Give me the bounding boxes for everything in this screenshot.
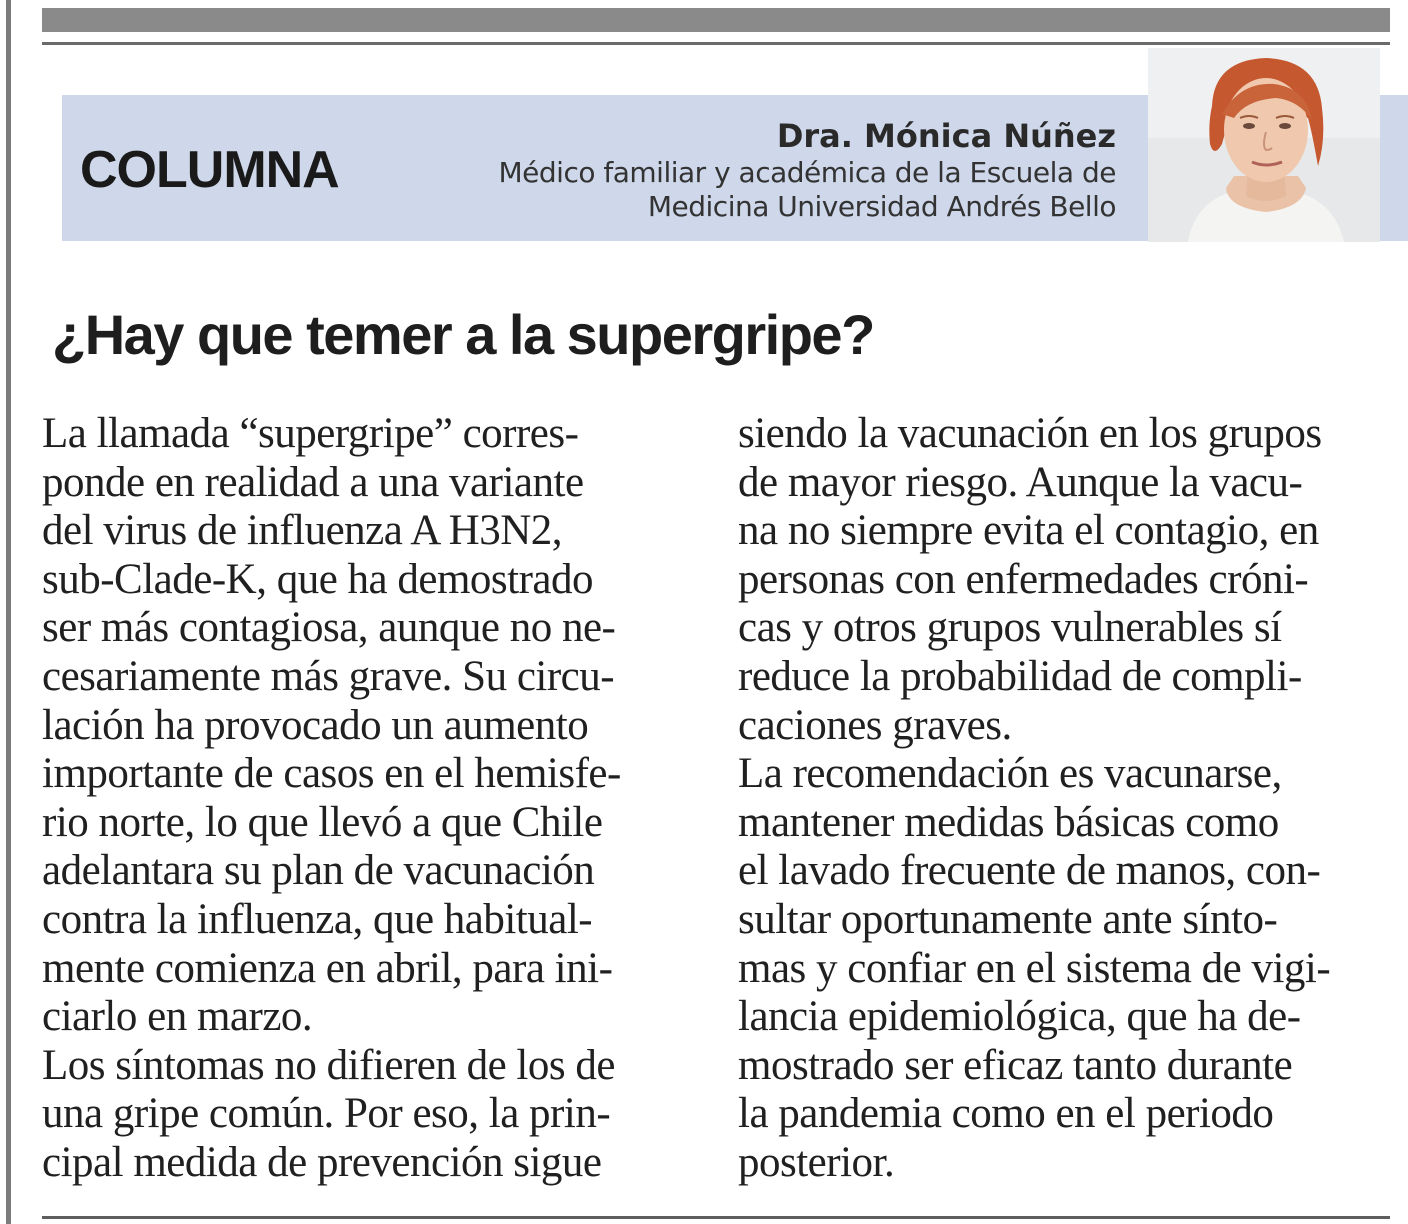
body-line: rio norte, lo que llevó a que Chile (42, 798, 603, 846)
author-byline (396, 116, 1116, 224)
body-line: Los síntomas no difieren de los de (42, 1041, 615, 1089)
body-line: de mayor riesgo. Aunque la vacu- (738, 458, 1303, 506)
body-line: ponde en realidad a una variante (42, 458, 584, 506)
body-line: La llamada “supergripe” corres- (42, 410, 579, 457)
body-line: mente comienza en abril, para ini- (42, 944, 613, 992)
author-role-line-2: Medicina Universidad Andrés Bello (647, 190, 1116, 223)
body-line: personas con enfermedades cróni- (738, 555, 1309, 603)
page-top-bar (42, 8, 1390, 32)
article-headline: ¿Hay que temer a la supergripe? (52, 303, 874, 366)
body-line: sub-Clade-K, que ha demostrado (42, 555, 594, 603)
page-bottom-rule (42, 1216, 1390, 1219)
body-line: cesariamente más grave. Su circu- (42, 652, 615, 700)
body-line: cipal medida de prevención sigue (42, 1138, 602, 1186)
page-top-rule (42, 42, 1390, 45)
author-portrait-photo (1148, 48, 1380, 242)
body-line: mostrado ser eficaz tanto durante (738, 1041, 1293, 1089)
body-line: posterior. (738, 1138, 895, 1186)
body-line: lancia epidemiológica, que ha de- (738, 993, 1301, 1041)
author-role-line-1: Médico familiar y académica de la Escuela de (498, 156, 1116, 189)
body-line: siendo la vacunación en los grupos (738, 410, 1322, 457)
article-right-column (738, 410, 1388, 1188)
page-left-rule (6, 0, 11, 1224)
body-line: adelantara su plan de vacunación (42, 847, 595, 895)
author-portrait-icon (1148, 48, 1380, 242)
article-left-column (42, 410, 682, 1188)
body-line: na no siempre evita el contagio, en (738, 507, 1319, 555)
body-line: importante de casos en el hemisfe- (42, 750, 621, 798)
section-kicker: COLUMNA (80, 141, 339, 199)
body-line: ciarlo en marzo. (42, 993, 313, 1041)
body-line: lación ha provocado un aumento (42, 701, 589, 749)
body-line: La recomendación es vacunarse, (738, 750, 1282, 798)
body-line: caciones graves. (738, 701, 1012, 749)
body-line: una gripe común. Por eso, la prin- (42, 1090, 611, 1138)
body-line: contra la influenza, que habitual- (42, 895, 593, 943)
body-line: mantener medidas básicas como (738, 798, 1279, 846)
body-line: reduce la probabilidad de compli- (738, 652, 1302, 700)
body-line: cas y otros grupos vulnerables sí (738, 604, 1282, 652)
body-line: la pandemia como en el periodo (738, 1090, 1274, 1138)
author-name: Dra. Mónica Núñez (776, 117, 1116, 155)
body-line: ser más contagiosa, aunque no ne- (42, 604, 616, 652)
body-line: sultar oportunamente ante sínto- (738, 895, 1278, 943)
body-line: del virus de influenza A H3N2, (42, 507, 563, 555)
body-line: el lavado frecuente de manos, con- (738, 847, 1321, 895)
body-line: mas y confiar en el sistema de vigi- (738, 944, 1331, 992)
